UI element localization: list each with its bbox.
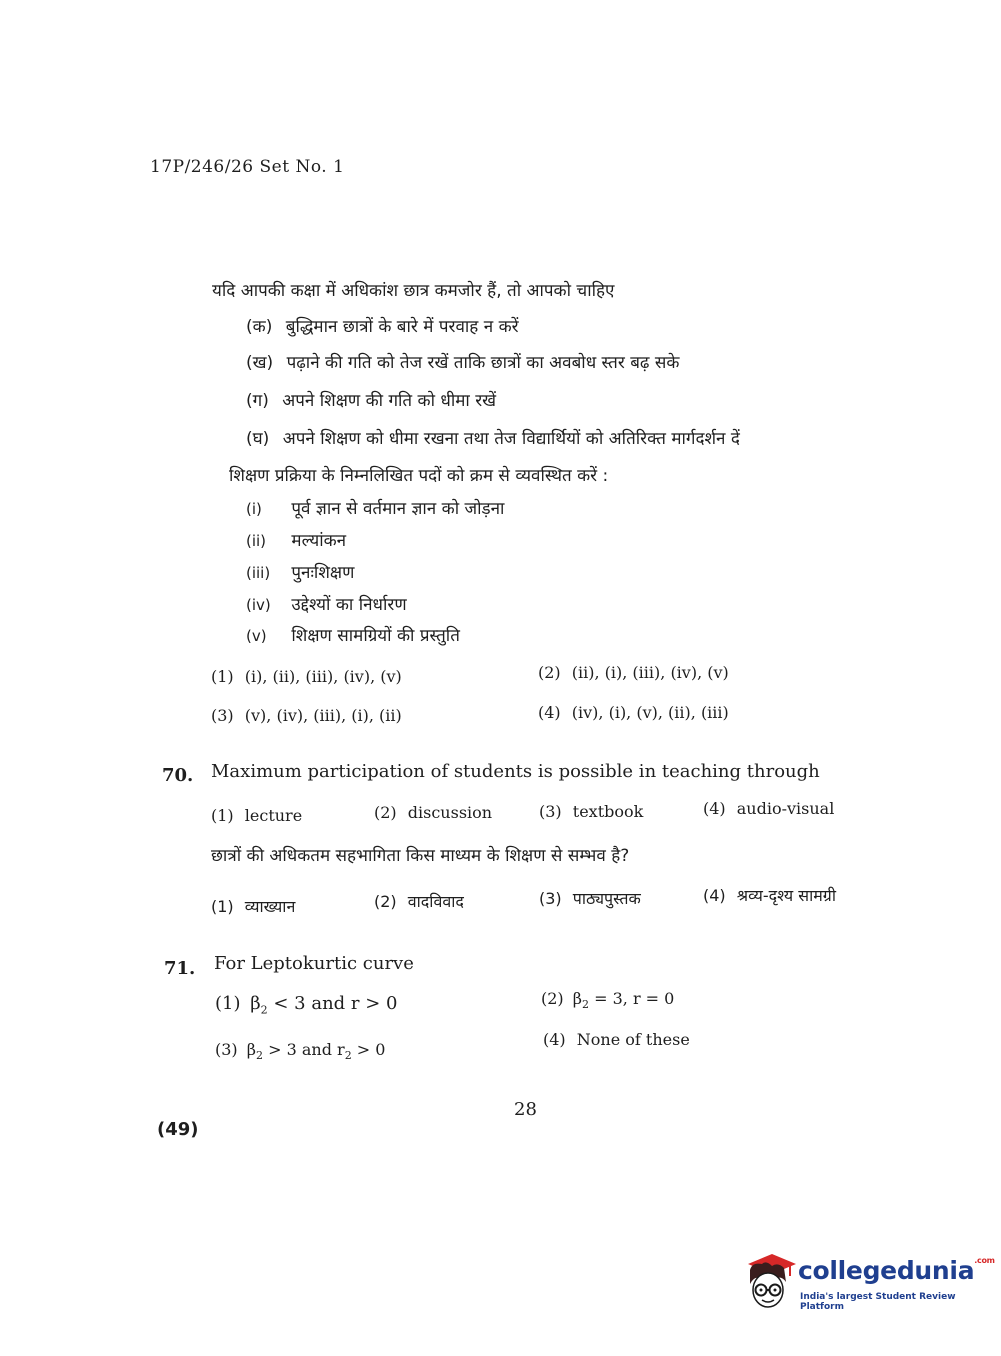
- option-text: audio-visual: [736, 799, 835, 818]
- question-71-text: For Leptokurtic curve: [214, 953, 414, 974]
- option-label: (2): [374, 892, 397, 911]
- sequence-step: [246, 592, 407, 615]
- answer-text: (ii), (i), (iii), (iv), (v): [571, 663, 729, 682]
- step-label: (iii): [246, 564, 271, 582]
- option-label: (1): [211, 897, 234, 916]
- option-text: None of these: [576, 1030, 690, 1049]
- answer-text: (i), (ii), (iii), (iv), (v): [244, 667, 402, 686]
- step-label: (v): [246, 627, 267, 645]
- q70-option-1: [211, 806, 302, 825]
- step-label: (iv): [246, 596, 271, 614]
- option-text: < 3 and r > 0: [267, 993, 398, 1014]
- option-text: श्रव्य-दृश्य सामग्री: [736, 886, 836, 905]
- logo-tagline: India's largest Student Review Platform: [800, 1292, 956, 1312]
- answer-text: (iv), (i), (v), (ii), (iii): [571, 703, 729, 722]
- option-text: > 3 and r: [263, 1040, 345, 1059]
- q70-hindi-option-4: [703, 884, 836, 906]
- option-label: (1): [211, 806, 234, 825]
- option-label: (ख): [246, 353, 274, 373]
- sequence-answer-3: [211, 706, 402, 725]
- question-70-text: Maximum participation of students is possible in teaching through: [211, 761, 820, 782]
- option-subscript: 2: [582, 998, 590, 1012]
- option-symbol: β: [572, 989, 583, 1008]
- q71-option-4: [543, 1030, 690, 1049]
- option-label: (4): [543, 1030, 566, 1049]
- option-text: पढ़ाने की गति को तेज रखें ताकि छात्रों का अवबोध स्तर बढ़ सके: [286, 353, 680, 373]
- logo-suffix: .com: [974, 1256, 995, 1265]
- paper-code: (49): [157, 1119, 199, 1140]
- answer-label: (1): [211, 667, 234, 686]
- step-text: पूर्व ज्ञान से वर्तमान ज्ञान को जोड़ना: [291, 499, 505, 519]
- q70-hindi-option-2: [374, 890, 464, 912]
- option-label: (2): [541, 989, 564, 1008]
- answer-label: (2): [538, 663, 561, 682]
- answer-label: (3): [211, 706, 234, 725]
- sequence-answer-4: [538, 703, 729, 722]
- sequence-step: [246, 496, 504, 519]
- option-label: (ग): [246, 391, 269, 411]
- step-text: शिक्षण सामग्रियों की प्रस्तुति: [291, 626, 460, 646]
- option-text: पाठ्यपुस्तक: [572, 889, 641, 908]
- paper-header: 17P/246/26 Set No. 1: [150, 157, 345, 177]
- option-text: अपने शिक्षण को धीमा रखना तथा तेज विद्यार्थियों को अतिरिक्त मार्गदर्शन दें: [282, 429, 740, 449]
- option-label: (1): [215, 993, 241, 1014]
- q70-hindi-option-1: [211, 895, 295, 917]
- page-number: 28: [514, 1099, 537, 1120]
- q71-option-1: [215, 993, 398, 1017]
- option-text: अपने शिक्षण की गति को धीमा रखें: [282, 391, 497, 411]
- option-text-2: > 0: [351, 1040, 386, 1059]
- sequence-step: [246, 560, 354, 583]
- step-text: पुनःशिक्षण: [291, 563, 355, 583]
- question-69-hindi-text: यदि आपकी कक्षा में अधिकांश छात्र कमजोर हैं, तो आपको चाहिए: [212, 281, 615, 301]
- q70-option-2: [374, 803, 492, 822]
- option-label: (2): [374, 803, 397, 822]
- q69-option-kha: [246, 350, 679, 373]
- step-label: (i): [246, 500, 262, 518]
- step-text: उद्देश्यों का निर्धारण: [291, 595, 407, 615]
- q69-option-ga: [246, 388, 496, 411]
- sequence-answer-2: [538, 663, 729, 682]
- option-label: (3): [539, 889, 562, 908]
- sequence-answer-1: [211, 667, 402, 686]
- sequence-step: [246, 528, 346, 551]
- answer-label: (4): [538, 703, 561, 722]
- option-subscript-2: 2: [344, 1049, 352, 1063]
- question-70-hindi-text: छात्रों की अधिकतम सहभागिता किस माध्यम के शिक्षण से सम्भव है?: [211, 846, 630, 866]
- question-71-number: 71.: [164, 958, 196, 979]
- q71-option-2: [541, 989, 674, 1011]
- option-text: = 3, r = 0: [589, 989, 675, 1008]
- option-symbol: β: [246, 1040, 257, 1059]
- option-symbol: β: [250, 993, 261, 1014]
- logo-name: collegedunia: [798, 1256, 975, 1285]
- answer-text: (v), (iv), (iii), (i), (ii): [244, 706, 402, 725]
- option-label: (3): [539, 802, 562, 821]
- q71-option-3: [215, 1040, 385, 1062]
- option-text: वादविवाद: [407, 892, 464, 911]
- option-subscript: 2: [256, 1049, 264, 1063]
- q70-option-3: [539, 802, 643, 821]
- step-label: (ii): [246, 532, 267, 550]
- q69-option-gha: [246, 426, 740, 449]
- step-text: मल्यांकन: [291, 531, 347, 551]
- option-label: (4): [703, 799, 726, 818]
- mascot-icon: [742, 1252, 798, 1312]
- option-subscript: 2: [260, 1003, 268, 1017]
- logo-wordmark: [798, 1256, 995, 1285]
- option-label: (घ): [246, 429, 270, 449]
- question-70-number: 70.: [162, 765, 194, 786]
- q70-hindi-option-3: [539, 887, 641, 909]
- collegedunia-logo[interactable]: [742, 1252, 995, 1312]
- option-label: (3): [215, 1040, 238, 1059]
- q70-option-4: [703, 799, 834, 818]
- option-label: (4): [703, 886, 726, 905]
- option-text: lecture: [244, 806, 303, 825]
- option-text: textbook: [572, 802, 644, 821]
- option-text: discussion: [407, 803, 493, 822]
- option-label: (क): [246, 317, 273, 337]
- option-text: व्याख्यान: [244, 897, 296, 916]
- option-text: बुद्धिमान छात्रों के बारे में परवाह न करें: [285, 317, 519, 337]
- q69-option-ka: [246, 314, 519, 337]
- sequence-step: [246, 623, 460, 646]
- sequence-question-text: शिक्षण प्रक्रिया के निम्नलिखित पदों को क्रम से व्यवस्थित करें :: [229, 466, 609, 486]
